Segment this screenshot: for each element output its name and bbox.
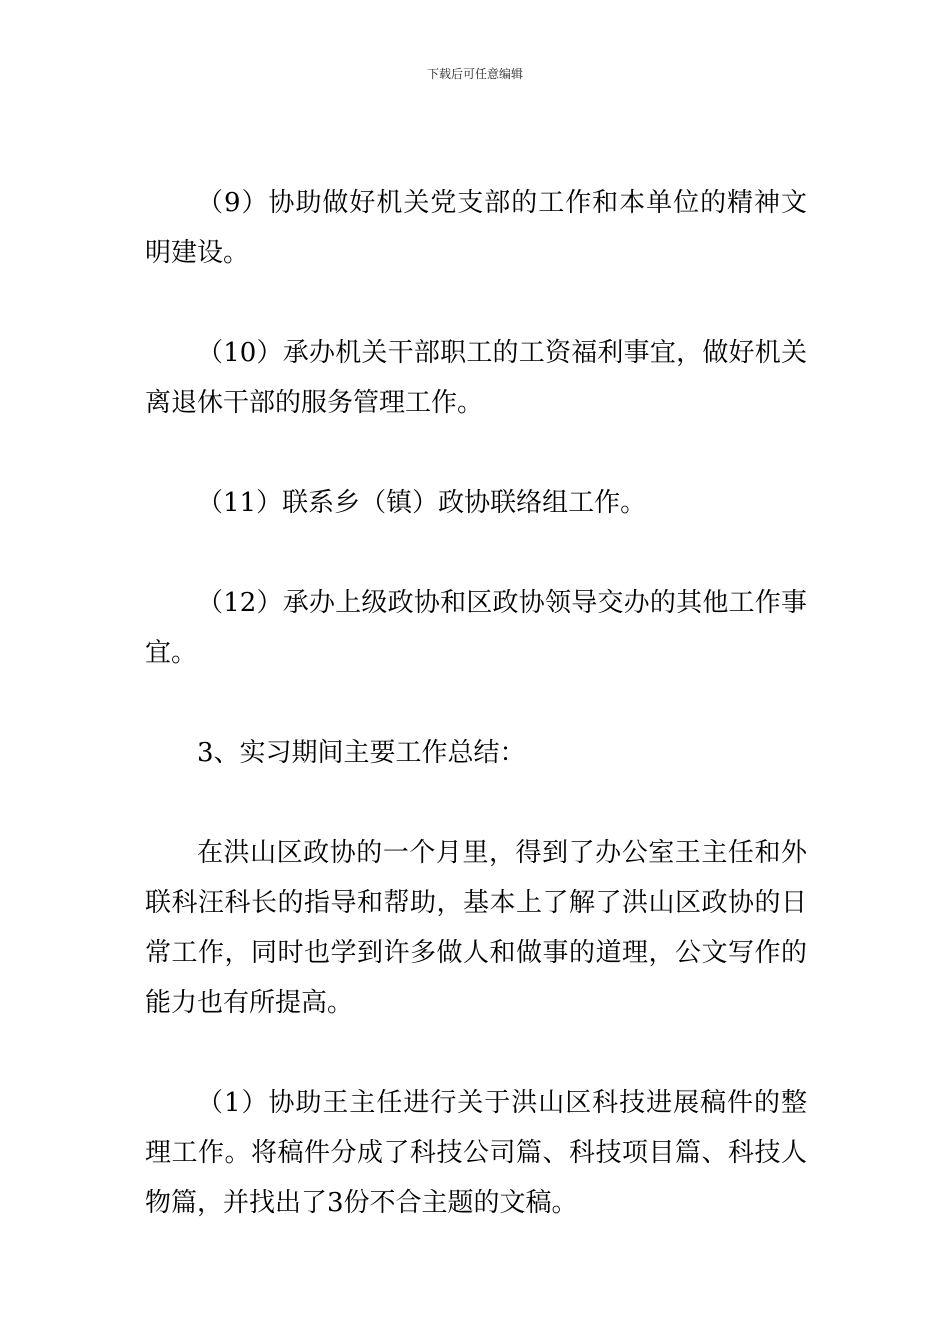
summary-paragraph: 在洪山区政协的一个月里，得到了办公室王主任和外联科汪科长的指导和帮助，基本上了解了洪山区政协的日常工作，同时也学到许多做人和做事的道理，公文写作的能力也有所提高。 <box>145 838 807 1018</box>
section-heading: 3、实习期间主要工作总结： <box>197 738 526 768</box>
page-header: 下载后可任意编辑 <box>426 67 523 81</box>
paragraph-item-1: （1）协助王主任进行关于洪山区科技进展稿件的整理工作。将稿件分成了科技公司篇、科技项目篇、科技人物篇，并找出了3份不合主题的文稿。 <box>145 1088 807 1218</box>
paragraph-item-9: （9）协助做好机关党支部的工作和本单位的精神文明建设。 <box>145 188 807 268</box>
paragraph-gap <box>145 1028 807 1078</box>
paragraph-gap <box>145 278 807 328</box>
paragraph-gap <box>145 428 807 478</box>
paragraph-item-10: （10）承办机关干部职工的工资福利事宜，做好机关离退休干部的服务管理工作。 <box>145 338 807 418</box>
paragraph-gap <box>145 528 807 578</box>
paragraph-item-11: （11）联系乡（镇）政协联络组工作。 <box>197 488 647 518</box>
paragraph-gap <box>145 678 807 728</box>
paragraph-item-12: （12）承办上级政协和区政协领导交办的其他工作事宜。 <box>145 588 807 668</box>
document-body <box>145 178 807 1228</box>
paragraph-gap <box>145 778 807 828</box>
